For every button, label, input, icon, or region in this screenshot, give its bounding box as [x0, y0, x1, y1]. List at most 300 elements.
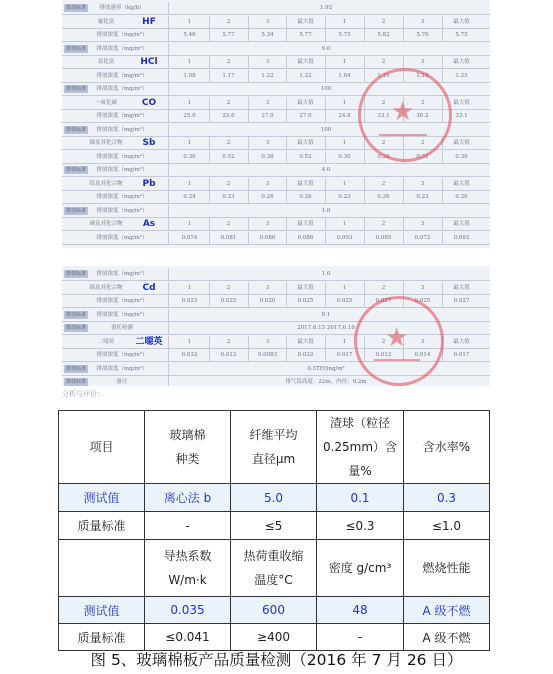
grid-line	[248, 56, 249, 68]
scan-value: 3	[420, 338, 425, 345]
header-cell: 项目	[59, 411, 145, 484]
red-seal-stamp	[354, 296, 444, 386]
header-cell: 含水率%	[404, 411, 490, 484]
element-symbol: CO	[141, 97, 157, 108]
scan-value: 3	[265, 338, 270, 345]
scan-value: 1	[342, 99, 347, 106]
grid-line	[286, 295, 287, 307]
scan-value: 1.17	[222, 72, 235, 79]
grid-line	[442, 282, 443, 294]
scan-value: 5.46	[183, 32, 196, 38]
scan-value: 5.77	[222, 32, 235, 38]
grid-line	[364, 29, 365, 41]
grid-line	[325, 178, 326, 190]
grid-line	[403, 282, 404, 294]
scan-row	[62, 376, 490, 386]
scan-value: 最大值	[453, 140, 470, 146]
scan-value: 最大值	[453, 59, 470, 65]
scan-value: 0.23	[338, 194, 351, 200]
scan-value: 2	[226, 99, 231, 106]
scan-value: 最大值	[297, 18, 314, 25]
scan-value: 1	[342, 338, 347, 345]
scan-value: 0.072	[414, 234, 431, 241]
scan-row-label: 排放浓度（mg/m³）	[96, 352, 148, 358]
table-cell: -	[145, 512, 231, 540]
grid-line	[168, 295, 169, 307]
red-seal-stamp	[358, 68, 452, 162]
grid-line	[168, 282, 169, 294]
scan-value: 3	[265, 18, 270, 25]
scan-value: 0.093	[453, 234, 470, 241]
scan-value: 1	[187, 18, 192, 25]
scan-value: 27.0	[261, 113, 274, 119]
table-cell: 0.3	[404, 484, 490, 512]
scan-value: 0.012	[375, 352, 392, 358]
grid-line	[403, 178, 404, 190]
scan-value: 2	[381, 221, 386, 227]
scan-value: 最大值	[453, 221, 470, 227]
stamp-star-icon: ★	[391, 97, 415, 127]
grid-line	[403, 191, 404, 203]
grid-line	[209, 29, 210, 41]
grid-line	[442, 232, 443, 244]
scan-value: 0.020	[259, 298, 276, 304]
scan-value: 0.012	[220, 352, 237, 358]
grid-line	[168, 205, 169, 217]
grid-line	[248, 16, 249, 28]
scan-value: 0.26	[455, 194, 468, 200]
scan-value: 25.6	[222, 113, 235, 119]
scan-row-label: 镉及其化合物	[89, 284, 123, 291]
grid-line	[403, 56, 404, 68]
scan-value: 5.77	[299, 32, 312, 38]
scan-value: 1	[342, 180, 347, 187]
scan-value: 最大值	[453, 99, 470, 106]
figure-caption: 图 5、玻璃棉板产品质量检测（2016 年 7 月 26 日）	[90, 651, 463, 669]
scan-value: 0.24	[183, 194, 196, 200]
table-row	[59, 484, 490, 512]
scan-row-label: 排放浓度（mg/m³）	[96, 207, 148, 214]
scan-value: 最大值	[453, 284, 470, 291]
scan-row-label: 排放浓度（mg/m³）	[96, 153, 148, 160]
scan-row-label: 排放浓度（mg/m³）	[96, 72, 148, 79]
scan-value: 最大值	[297, 338, 314, 345]
scan-span-value: 0.1	[321, 311, 331, 318]
grid-line	[364, 16, 365, 28]
grid-line	[168, 137, 169, 149]
scan-row-label: 二噁英	[97, 338, 115, 345]
scan-value: 2	[226, 59, 231, 65]
scan-value: 1	[187, 180, 192, 187]
scan-row-label: 砷及其化合物	[89, 221, 123, 227]
grid-line	[248, 29, 249, 41]
scan-row	[62, 268, 490, 281]
grid-line	[286, 349, 287, 361]
grid-line	[286, 336, 287, 348]
grid-line	[325, 97, 326, 109]
scan-value: 0.017	[336, 352, 353, 358]
scan-value: 0.36	[183, 153, 196, 160]
grid-line	[364, 282, 365, 294]
grid-line	[286, 110, 287, 122]
scan-span-value: 9.0	[321, 45, 331, 52]
scan-span-value: 2017.6.15 2017.6.16	[297, 325, 355, 331]
scan-value: 33.1	[455, 113, 468, 119]
scan-value: 最大值	[297, 284, 314, 291]
scan-row	[62, 282, 490, 295]
table-cell: 0.1	[317, 484, 404, 512]
grid-line	[209, 56, 210, 68]
grid-line	[168, 268, 169, 280]
analysis-heading: 分析与评价：	[62, 390, 104, 398]
scan-value: 30.2	[416, 113, 429, 119]
grid-line	[325, 137, 326, 149]
grid-line	[168, 218, 169, 230]
scan-value: 最大值	[453, 18, 470, 25]
table-cell: ≤0.041	[145, 624, 231, 651]
grid-line	[364, 191, 365, 203]
scanned-emission-report-bottom	[62, 266, 490, 386]
scan-value: 0.023	[181, 298, 198, 304]
grid-line	[168, 322, 169, 334]
scan-value: 2	[381, 284, 386, 291]
table-cell: ≤0.3	[317, 512, 404, 540]
grid-line	[364, 151, 365, 163]
scan-value: 0.0083	[257, 352, 278, 358]
standard-tag: 排放标准	[66, 207, 87, 214]
table-header-row	[59, 411, 490, 484]
scan-value: 2	[226, 284, 231, 291]
table-cell: 48	[317, 597, 404, 624]
grid-line	[168, 376, 169, 386]
scan-value: 24.8	[338, 113, 351, 119]
scan-value: 0.39	[377, 153, 390, 160]
scan-value: 2	[381, 180, 386, 187]
scan-value: 1	[342, 140, 347, 146]
standard-tag: 排放标准	[66, 271, 87, 277]
standard-tag: 排放标准	[66, 86, 87, 92]
scan-value: 2	[381, 18, 386, 25]
scan-span-value: 1.0	[321, 207, 331, 214]
grid-line	[168, 349, 169, 361]
scan-value: 0.30	[338, 153, 351, 160]
scan-row-label: 排放浓度（mg/m³）	[96, 167, 148, 173]
grid-line	[286, 191, 287, 203]
scan-row	[62, 178, 490, 191]
grid-line	[286, 282, 287, 294]
scan-value: 3	[420, 140, 425, 146]
scan-row-label: 一氧化碳	[94, 99, 117, 106]
row-label: 质量标准	[59, 512, 145, 540]
grid-line	[248, 151, 249, 163]
scan-value: 2	[226, 221, 231, 227]
grid-line	[364, 232, 365, 244]
scan-row	[62, 191, 490, 204]
table-cell: A 级不燃	[404, 624, 490, 651]
grid-line	[168, 16, 169, 28]
grid-line	[168, 151, 169, 163]
grid-line	[209, 336, 210, 348]
grid-line	[209, 151, 210, 163]
grid-line	[168, 29, 169, 41]
grid-line	[286, 232, 287, 244]
scan-value: 0.025	[220, 298, 237, 304]
grid-line	[325, 349, 326, 361]
table-cell: ≤1.0	[404, 512, 490, 540]
scanned-emission-report-top	[62, 0, 490, 248]
scan-value: 1.18	[416, 72, 429, 79]
scan-value: 最大值	[297, 140, 314, 146]
grid-line	[286, 178, 287, 190]
scan-row-label: 铅及其化合物	[89, 180, 123, 187]
table-cell: ≥400	[231, 624, 317, 651]
grid-line	[248, 349, 249, 361]
table-cell: A 级不燃	[404, 597, 490, 624]
element-symbol: Sb	[142, 138, 156, 148]
grid-line	[286, 29, 287, 41]
scan-value: 0.26	[261, 194, 274, 200]
scan-value: 0.52	[299, 153, 312, 160]
grid-line	[209, 70, 210, 82]
grid-line	[442, 56, 443, 68]
grid-line	[325, 295, 326, 307]
scan-row-label: 排放浓度（mg/m³）	[96, 234, 148, 241]
header-cell: 密度 g/cm³	[317, 540, 404, 597]
grid-line	[286, 151, 287, 163]
grid-line	[325, 110, 326, 122]
scan-value: 最大值	[297, 59, 314, 65]
scan-value: 0.23	[222, 194, 235, 200]
grid-line	[168, 336, 169, 348]
scan-value: 2	[226, 180, 231, 187]
standard-tag: 排放标准	[66, 167, 87, 173]
grid-line	[209, 97, 210, 109]
scan-row-label: 排放速率（kg/h）	[99, 5, 145, 11]
grid-line	[325, 151, 326, 163]
grid-line	[442, 151, 443, 163]
scan-value: 2	[381, 338, 386, 345]
table-cell: ≤5	[231, 512, 317, 540]
row-label: 质量标准	[59, 624, 145, 651]
scan-span-value: 100	[320, 126, 332, 133]
table-header-row	[59, 540, 490, 597]
grid-line	[168, 178, 169, 190]
grid-line	[286, 56, 287, 68]
grid-line	[209, 178, 210, 190]
standard-tag: 排放标准	[66, 325, 87, 331]
grid-line	[248, 336, 249, 348]
header-cell: 渣球（粒径 0.25mm）含量%	[317, 411, 404, 484]
scan-row	[62, 164, 490, 177]
scan-value: 0.027	[453, 298, 470, 304]
scan-value: 0.017	[453, 352, 470, 358]
scan-row-label: 排放浓度（mg/m³）	[96, 365, 148, 372]
grid-line	[403, 29, 404, 41]
grid-line	[325, 16, 326, 28]
grid-line	[248, 232, 249, 244]
scan-value: 2	[381, 99, 386, 106]
scan-row-label: 锑及其化合物	[89, 140, 123, 146]
table-cell: 0.035	[145, 597, 231, 624]
scan-value: 1	[342, 221, 347, 227]
scan-span-value: 排气筒高度：22m，内径：0.2m	[285, 379, 367, 385]
scan-row-label: 排放浓度（mg/m³）	[96, 45, 148, 52]
scan-value: 1	[342, 284, 347, 291]
scan-row-label: 氟化氢	[97, 18, 115, 25]
grid-line	[325, 232, 326, 244]
grid-line	[168, 83, 169, 95]
scan-value: 27.0	[299, 113, 312, 119]
scan-value: 0.26	[377, 194, 390, 200]
element-symbol: As	[142, 219, 156, 229]
standard-tag: 排放标准	[66, 365, 87, 372]
row-label: 测试值	[59, 484, 145, 512]
scan-row	[62, 16, 490, 29]
element-symbol: HCl	[140, 57, 158, 67]
scan-value: 2	[226, 338, 231, 345]
scan-value: 1.04	[338, 72, 351, 79]
scan-value: 1	[187, 284, 192, 291]
row-label: 测试值	[59, 597, 145, 624]
header-cell: 玻璃棉 种类	[145, 411, 231, 484]
scan-value: 0.032	[297, 352, 314, 358]
grid-line	[168, 363, 169, 375]
grid-line	[209, 137, 210, 149]
scan-value: 0.086	[297, 234, 314, 241]
scan-value: 0.025	[336, 298, 353, 304]
element-symbol: 二噁英	[135, 336, 163, 347]
scan-row	[62, 56, 490, 69]
scan-row-label: 备注	[116, 379, 128, 385]
grid-line	[286, 97, 287, 109]
grid-line	[286, 16, 287, 28]
scan-value: 0.38	[261, 153, 274, 160]
table-row	[59, 624, 490, 651]
grid-line	[403, 232, 404, 244]
scan-value: 0.26	[299, 194, 312, 200]
scan-value: 0.014	[414, 352, 431, 358]
grid-line	[168, 70, 169, 82]
grid-line	[209, 191, 210, 203]
grid-line	[168, 56, 169, 68]
scan-value: 3	[265, 221, 270, 227]
scan-value: 0.074	[181, 234, 198, 241]
scan-row-label: 委托检测	[110, 325, 133, 331]
grid-line	[286, 137, 287, 149]
scan-row	[62, 205, 490, 218]
scan-value: 3	[420, 180, 425, 187]
grid-line	[168, 43, 169, 55]
table-cell: 600	[231, 597, 317, 624]
scan-value: 3	[420, 99, 425, 106]
scan-value: 3	[420, 59, 425, 65]
standard-tag: 排放标准	[66, 5, 87, 11]
scan-value: 1.15	[377, 72, 390, 79]
grid-line	[364, 70, 365, 82]
table-cell: 5.0	[231, 484, 317, 512]
grid-line	[248, 97, 249, 109]
table-cell: 离心法 b	[145, 484, 231, 512]
scan-value: 0.23	[416, 194, 429, 200]
grid-line	[325, 218, 326, 230]
grid-line	[168, 164, 169, 176]
scan-row	[62, 43, 490, 56]
grid-line	[325, 29, 326, 41]
grid-line	[168, 191, 169, 203]
grid-line	[364, 295, 365, 307]
scan-row	[62, 29, 490, 42]
grid-line	[248, 110, 249, 122]
quality-table	[58, 410, 490, 651]
empty-cell	[59, 540, 145, 597]
grid-line	[364, 218, 365, 230]
grid-line	[168, 97, 169, 109]
stamp-star-icon: ★	[385, 323, 409, 353]
grid-line	[442, 295, 443, 307]
scan-value: 0.093	[336, 234, 353, 241]
scan-row	[62, 218, 490, 231]
header-cell: 热荷重收缩 温度°C	[231, 540, 317, 597]
scan-value: 0.032	[181, 352, 198, 358]
scan-value: 最大值	[297, 99, 314, 106]
scan-row-label: 排放浓度（mg/m³）	[96, 194, 148, 200]
scan-value: 5.34	[261, 32, 274, 38]
grid-line	[286, 218, 287, 230]
scan-value: 3	[420, 221, 425, 227]
grid-line	[325, 282, 326, 294]
scan-value: 5.70	[416, 32, 429, 38]
scan-value: 最大值	[453, 338, 470, 345]
table-cell: -	[317, 624, 404, 651]
scan-row-label: 排放浓度（mg/m³）	[96, 126, 148, 133]
element-symbol: Pb	[142, 178, 156, 189]
scan-value: 最大值	[453, 180, 470, 187]
scan-span-value: 1.92	[319, 5, 333, 11]
scan-value: 3	[265, 180, 270, 187]
grid-line	[403, 218, 404, 230]
scan-value: 3	[265, 99, 270, 106]
grid-line	[403, 16, 404, 28]
standard-tag: 排放标准	[66, 379, 87, 385]
scan-value: 0.085	[375, 234, 392, 241]
header-cell: 纤维平均 直径μm	[231, 411, 317, 484]
scan-value: 0.025	[414, 298, 431, 304]
scan-value: 1.23	[455, 72, 468, 79]
scan-value: 3	[265, 59, 270, 65]
header-cell: 燃烧性能	[404, 540, 490, 597]
scan-value: 0.39	[455, 153, 468, 160]
table-row	[59, 597, 490, 624]
grid-line	[209, 218, 210, 230]
stamp-mark	[374, 359, 420, 361]
scan-value: 1	[187, 140, 192, 146]
element-symbol: Cd	[142, 282, 156, 293]
scan-value: 0.52	[222, 153, 235, 160]
scan-row-label: 排放浓度（mg/m³）	[96, 271, 148, 277]
scan-value: 3	[420, 18, 425, 25]
grid-line	[248, 70, 249, 82]
grid-line	[209, 349, 210, 361]
scan-value: 5.75	[338, 32, 351, 38]
grid-line	[442, 70, 443, 82]
grid-line	[325, 56, 326, 68]
scan-value: 1	[342, 18, 347, 25]
scan-row-label: 排放浓度（mg/m³）	[96, 311, 148, 318]
scan-value: 3	[265, 284, 270, 291]
table-row	[59, 512, 490, 540]
scan-value: 5.75	[455, 32, 468, 38]
scan-value: 33.1	[377, 113, 390, 119]
